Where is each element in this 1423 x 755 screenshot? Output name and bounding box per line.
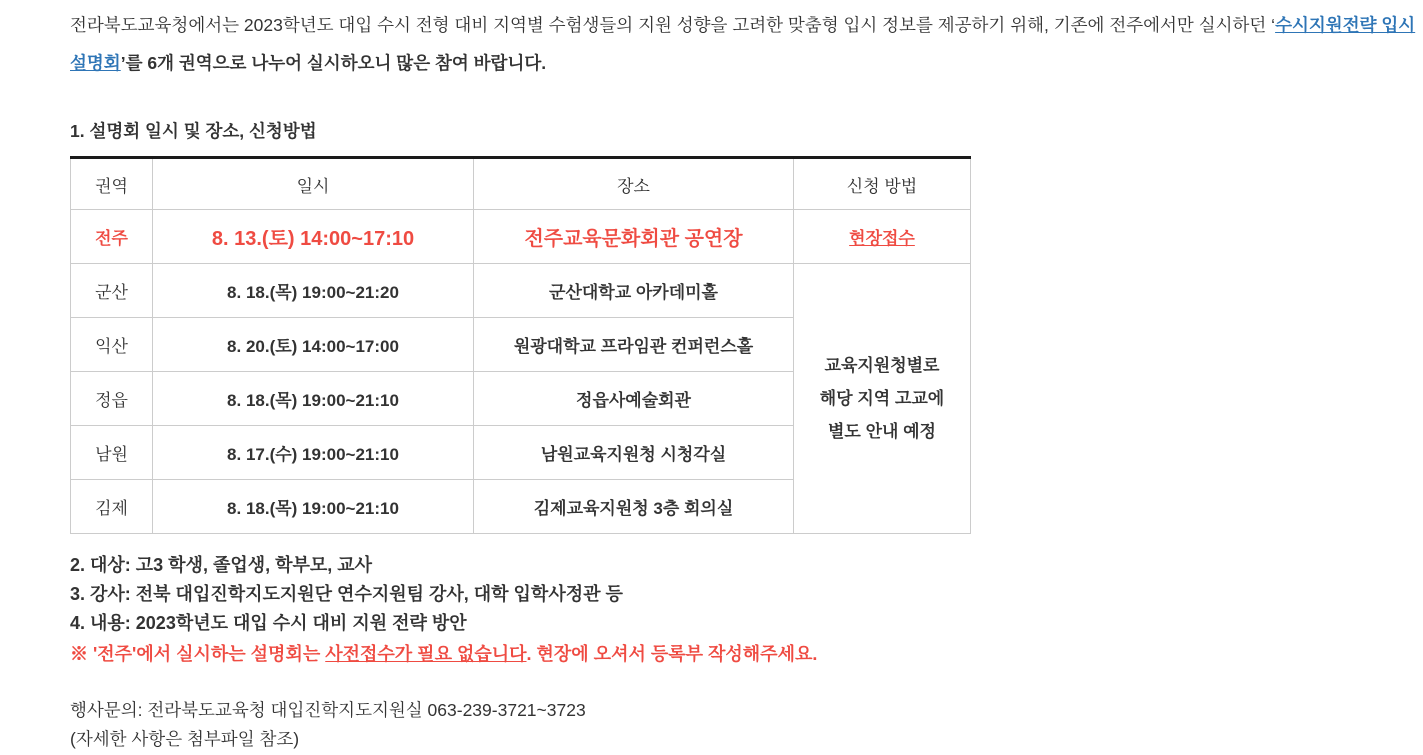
place-cell: 전주교육문화회관 공연장 [474, 210, 794, 264]
notice-line [70, 640, 1419, 669]
place-cell: 남원교육지원청 시청각실 [474, 426, 794, 480]
schedule-table-head [71, 158, 971, 210]
merged-method-line: 해당 지역 고교에 [819, 389, 945, 408]
onsite-registration-cell: 현장접수 [794, 210, 971, 264]
table-row [71, 210, 971, 264]
merged-method-cell [794, 264, 971, 534]
region-cell: 군산 [71, 264, 153, 318]
intro-text-pre: 전라북도교육청에서는 2023학년도 대입 수시 전형 대비 지역별 수험생들의 지원 성향을 고려한 맞춤형 입시 정보를 제공하기 위해, 기존에 전주에서만 실시하던 ‘ [70, 15, 1276, 35]
column-header: 장소 [474, 158, 794, 210]
region-cell: 정읍 [71, 372, 153, 426]
region-cell: 익산 [71, 318, 153, 372]
intro-paragraph [70, 6, 1419, 82]
column-header: 권역 [71, 158, 153, 210]
item-target: 2. 대상: 고3 학생, 졸업생, 학부모, 교사 [70, 555, 373, 575]
datetime-cell: 8. 13.(토) 14:00~17:10 [153, 210, 474, 264]
notice-text-underlined: 사전접수가 필요 없습니다 [325, 644, 527, 664]
column-header: 일시 [153, 158, 474, 210]
merged-method-line: 별도 안내 예정 [828, 422, 936, 441]
region-cell: 김제 [71, 480, 153, 534]
item-lecturers: 3. 강사: 전북 대입진학지도지원단 연수지원팀 강사, 대학 입학사정관 등 [70, 584, 623, 604]
datetime-cell: 8. 20.(토) 14:00~17:00 [153, 318, 474, 372]
item-contents: 4. 내용: 2023학년도 대입 수시 대비 지원 전략 방안 [70, 613, 467, 633]
place-cell: 김제교육지원청 3층 회의실 [474, 480, 794, 534]
datetime-cell: 8. 18.(목) 19:00~21:10 [153, 372, 474, 426]
notice-text-pre: ※ '전주'에서 실시하는 설명회는 [70, 644, 326, 664]
place-cell: 원광대학교 프라임관 컨퍼런스홀 [474, 318, 794, 372]
schedule-table [70, 156, 971, 534]
schedule-table-body [71, 210, 971, 534]
info-items [70, 551, 1419, 638]
intro-text-post: ’를 6개 권역으로 나누어 실시하오니 많은 참여 바랍니다. [120, 53, 547, 73]
merged-method-line: 교육지원청별로 [824, 356, 940, 375]
datetime-cell: 8. 18.(목) 19:00~21:10 [153, 480, 474, 534]
table-row [71, 264, 971, 318]
place-cell: 군산대학교 아카데미홀 [474, 264, 794, 318]
notice-text-post: . 현장에 오셔서 등록부 작성해주세요. [526, 644, 818, 664]
section1-title: 1. 설명회 일시 및 장소, 신청방법 [70, 121, 317, 141]
place-cell: 정읍사예술회관 [474, 372, 794, 426]
datetime-cell: 8. 17.(수) 19:00~21:10 [153, 426, 474, 480]
region-cell: 전주 [71, 210, 153, 264]
column-header: 신청 방법 [794, 158, 971, 210]
table-header-row [71, 158, 971, 210]
contact-line1: 행사문의: 전라북도교육청 대입진학지도지원실 063-239-3721~3723 [70, 700, 586, 720]
datetime-cell: 8. 18.(목) 19:00~21:20 [153, 264, 474, 318]
seminar-link[interactable]: 수시지원전략 입시설명회 [70, 15, 1416, 73]
contact-line2: (자세한 사항은 첨부파일 참조) [70, 729, 300, 749]
region-cell: 남원 [71, 426, 153, 480]
